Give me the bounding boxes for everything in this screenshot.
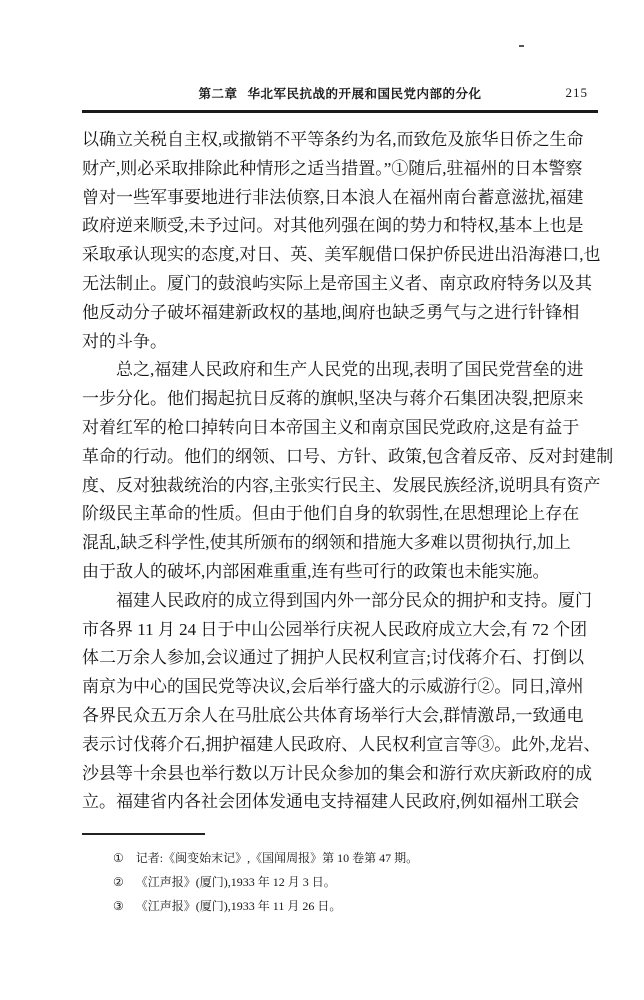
body-line: 混乱,缺乏科学性,使其所颁布的纲领和措施大多难以贯彻执行,加上	[82, 533, 571, 553]
footnotes	[82, 846, 598, 918]
body-line: 革命的行动。他们的纲领、口号、方针、政策,包含着反帝、反对封建制	[82, 446, 614, 466]
body-line: 一步分化。他们揭起抗日反蒋的旗帜,坚决与蒋介石集团决裂,把原来	[82, 389, 584, 409]
body-line: 南京为中心的国民党等决议,会后举行盛大的示威游行②。同日,漳州	[82, 677, 584, 697]
footnote-marker: ②	[113, 875, 124, 889]
body-line: 表示讨伐蒋介石,拥护福建人民政府、人民权利宣言等③。此外,龙岩、	[82, 734, 601, 754]
body-line: 他反动分子破坏福建新政权的基地,闽府也缺乏勇气与之进行针锋相	[82, 302, 580, 322]
running-title	[82, 84, 598, 102]
body-line: 采取承认现实的态度,对日、英、美军舰借口保护侨民进出沿海港口,也	[82, 245, 601, 265]
body-line: 体二万余人参加,会议通过了拥护人民权利宣言;讨伐蒋介石、打倒以	[82, 648, 584, 668]
scan-artifact-mark	[519, 45, 524, 47]
body-line: 度、反对独裁统治的内容,主张实行民主、发展民族经济,说明具有资产	[82, 475, 601, 495]
footnote-item	[82, 870, 598, 894]
body-line: 政府逆来顺受,未予过问。对其他列强在闽的势力和特权,基本上也是	[82, 216, 584, 236]
footnote-marker: ①	[113, 851, 124, 865]
body-line: 无法制止。厦门的鼓浪屿实际上是帝国主义者、南京政府特务以及其	[82, 273, 592, 293]
body-line: 沙县等十余县也举行数以万计民众参加的集会和游行欢庆新政府的成	[82, 763, 592, 783]
body-line: 对的斗争。	[82, 331, 167, 351]
footnote-marker: ③	[113, 899, 124, 913]
footnote-text: 记者:《闽变始末记》,《国闻周报》第 10 卷第 47 期。	[135, 851, 419, 865]
body-line-paragraph-start: 总之,福建人民政府和生产人民党的出现,表明了国民党营垒的进	[116, 360, 584, 380]
body-line: 各界民众五万余人在马肚底公共体育场举行大会,群情激昂,一致通电	[82, 705, 584, 725]
body-line: 立。福建省内各社会团体发通电支持福建人民政府,例如福州工联会	[82, 792, 580, 812]
body-line-paragraph-start: 福建人民政府的成立得到国内外一部分民众的拥护和支持。厦门	[116, 590, 592, 610]
footnote-item	[82, 894, 598, 918]
body-line: 对着红军的枪口掉转向日本帝国主义和南京国民党政府,这是有益于	[82, 417, 580, 437]
body-line: 阶级民主革命的性质。但由于他们自身的软弱性,在思想理论上存在	[82, 504, 580, 524]
chapter-label: 第二章	[198, 87, 238, 101]
footnote-text: 《江声报》(厦门),1933 年 12 月 3 日。	[135, 875, 336, 889]
chapter-title: 华北军民抗战的开展和国民党内部的分化	[247, 87, 482, 101]
footnote-separator-rule	[82, 833, 205, 835]
footnote-text: 《江声报》(厦门),1933 年 11 月 26 日。	[135, 899, 342, 913]
body-line: 市各界 11 月 24 日于中山公园举行庆祝人民政府成立大会,有 72 个团	[82, 619, 588, 639]
header-rule	[82, 110, 598, 113]
body-line: 以确立关税自主权,或撤销不平等条约为名,而致危及旅华日侨之生命	[82, 130, 584, 149]
body-line: 曾对一些军事要地进行非法侦察,日本浪人在福州南台蓄意滋扰,福建	[82, 187, 584, 207]
body-line: 财产,则必采取排除此种情形之适当措置。”①随后,驻福州的日本警察	[82, 158, 583, 178]
body-text	[82, 126, 612, 817]
page-number: 215	[565, 85, 588, 100]
page-header	[82, 84, 598, 102]
footnote-item	[82, 846, 598, 870]
body-line: 由于敌人的破坏,内部困难重重,连有些可行的政策也未能实施。	[82, 561, 550, 581]
